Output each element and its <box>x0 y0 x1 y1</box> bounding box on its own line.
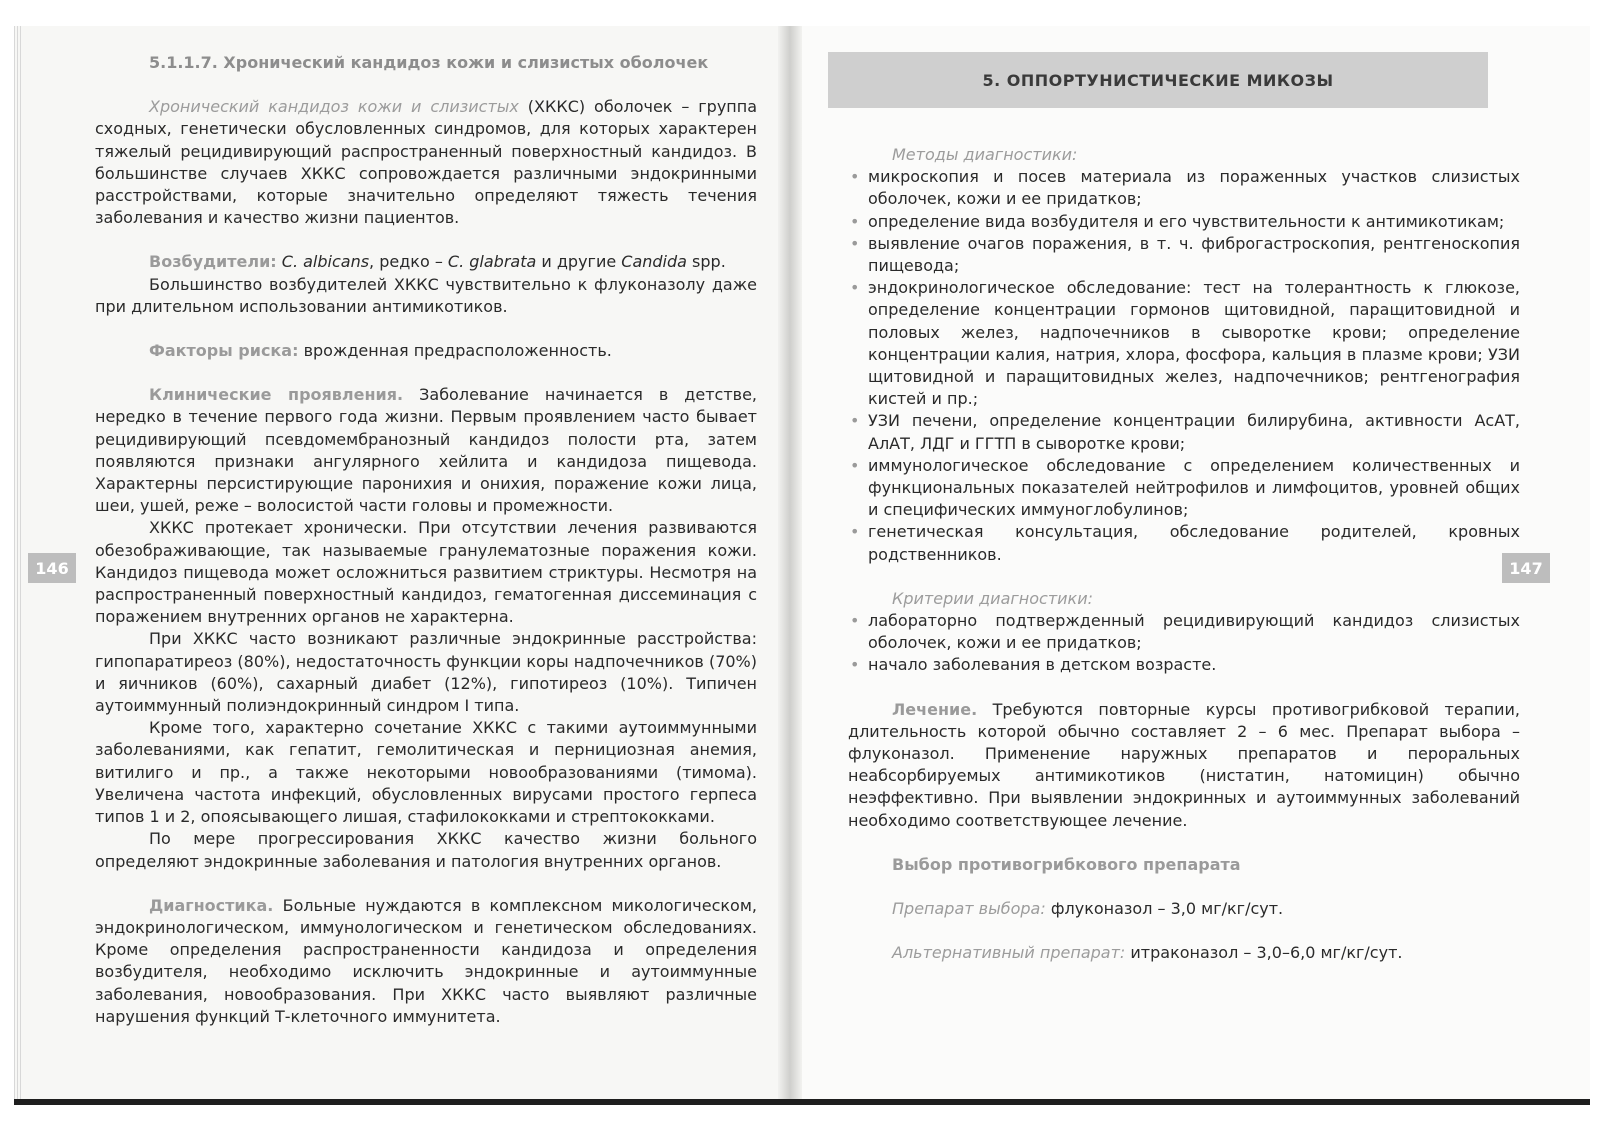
agents-paragraph: Большинство возбудителей ХККС чувствительно к флуконазолу даже при длительном использовании антимикотиков. <box>95 274 757 316</box>
intro-paragraph <box>95 96 757 229</box>
agents-sep-3: spp. <box>686 252 726 272</box>
agents-line <box>95 251 757 273</box>
progress-paragraph: По мере прогрессирования ХККС качество жизни больного определяют эндокринные заболевания и патология внутренних органов. <box>95 829 757 871</box>
agents-sep-1: , редко – <box>369 252 448 272</box>
treatment-label: Лечение. <box>892 699 978 719</box>
risk-text: врожденная предрасположенность. <box>298 341 612 361</box>
diagnostics-label: Диагностика. <box>149 895 274 915</box>
course-paragraph: ХККС протекает хронически. При отсутствии лечения развиваются обезображивающие, так называемые гранулематозные поражения кожи. Кандидоз пищевода может осложниться развитием стриктуры. Несмотря на распространенный поверхностный кандидоз, гематогенная диссеминация с поражением внутренних органов не характерна. <box>95 518 757 627</box>
agents-sep-2: и другие <box>536 252 622 272</box>
criteria-list <box>848 610 1520 677</box>
diagnostics-paragraph <box>95 895 757 1028</box>
left-page-body <box>95 52 757 1028</box>
drug-alternative-text: итраконазол – 3,0–6,0 мг/кг/сут. <box>1125 943 1403 963</box>
book-bottom-edge <box>14 1099 1590 1105</box>
risk-label: Факторы риска: <box>149 341 299 361</box>
list-item: • иммунологическое обследование с определением количественных и функциональных показателей нейтрофилов и лимфоцитов, уровней общих и специфических иммуноглобулинов; <box>848 455 1520 522</box>
clinic-text: Заболевание начинается в детстве, нередко в течение первого года жизни. Первым проявлением часто бывает рецидивирующий псевдомембранозный кандидоз полости рта, затем появляются признаки ангулярного хейлита и кандидоза пищевода. Характерны персистирующие паронихия и онихия, поражение кожи лица, шеи, ушей, реже – волосистой части головы и промежности. <box>95 385 758 516</box>
list-item: • выявление очагов поражения, в т. ч. фиброгастроскопия, рентгеноскопия пищевода; <box>848 233 1520 277</box>
drug-choice-heading: Выбор противогрибкового препарата <box>892 854 1241 874</box>
clinic-label: Клинические проявления. <box>149 385 404 405</box>
endocrine-paragraph: При ХККС часто возникают различные эндокринные расстройства: гипопаратиреоз (80%), недостаточность функции коры надпочечников (70%) и яичников (60%), сахарный диабет (12%), гипотиреоз (10%). Типичен аутоиммунный полиэндокринный синдром I типа. <box>95 629 757 716</box>
list-item: • лабораторно подтвержденный рецидивирующий кандидоз слизистых оболочек, кожи и ее придатков; <box>848 610 1520 654</box>
agents-species-3: Candida <box>621 252 687 272</box>
autoimmune-paragraph: Кроме того, характерно сочетание ХККС с такими аутоиммунными заболеваниями, как гепатит, гемолитическая и пернициозная анемия, витилиго и пр., а также некоторыми новообразованиями (тимома). Увеличена частота инфекций, обусловленных вирусами простого герпеса типов 1 и 2, опоясывающего лишая, стафилококками и стрептококками. <box>95 718 757 827</box>
drug-primary <box>892 898 1520 920</box>
page-number-right: 147 <box>1502 553 1550 583</box>
drug-primary-text: флуконазол – 3,0 мг/кг/сут. <box>1045 899 1284 919</box>
list-item: • определение вида возбудителя и его чувствительности к антимикотикам; <box>848 211 1520 233</box>
diagnostics-text: Больные нуждаются в комплексном микологическом, эндокринологическом, иммунологическом и генетическом обследованиях. Кроме определения распространенности кандидоза и определения возбудителя, необходимо исключить эндокринные и аутоиммунные заболевания, новообразования. При ХККС часто выявляют различные нарушения функций Т-клеточного иммунитета. <box>95 895 757 1026</box>
risk-paragraph <box>95 340 757 362</box>
intro-lead: Хронический кандидоз кожи и слизистых <box>149 97 519 117</box>
list-item: • начало заболевания в детском возрасте. <box>848 654 1520 676</box>
intro-text: (ХККС) оболочек – группа сходных, генетически обусловленных синдромов, для которых характерен тяжелый рецидивирующий распространенный поверхностный кандидоз. В большинстве случаев ХККС сопровождается различными эндокринными расстройствами, которые значительно определяют тяжесть течения заболевания и качество жизни пациентов. <box>95 97 758 228</box>
agents-species-2: C. glabrata <box>447 252 537 272</box>
clinic-paragraph <box>95 384 757 517</box>
drug-primary-label: Препарат выбора: <box>892 899 1046 919</box>
list-item: • генетическая консультация, обследование родителей, кровных родственников. <box>848 521 1520 565</box>
methods-list <box>848 166 1520 566</box>
drug-alternative <box>892 942 1520 964</box>
left-page <box>14 26 793 1101</box>
page-number-left: 146 <box>28 553 76 583</box>
list-item: • микроскопия и посев материала из пораженных участков слизистых оболочек, кожи и ее придатков; <box>848 166 1520 210</box>
drug-alternative-label: Альтернативный препарат: <box>892 943 1126 963</box>
page-edges <box>14 26 22 1101</box>
list-item: • эндокринологическое обследование: тест на толерантность к глюкозе, определение концентрации гормонов щитовидной, паращитовидной и половых желез, надпочечников в сыворотке крови; определение концентрации калия, натрия, хлора, фосфора, кальция в плазме крови; УЗИ щитовидной и паращитовидных желез, надпочечников; рентгенография кистей и пр.; <box>848 277 1520 410</box>
treatment-paragraph <box>848 699 1520 832</box>
treatment-text: Требуются повторные курсы противогрибковой терапии, длительность которой обычно составляет 2 – 6 мес. Препарат выбора – флуконазол. Применение наружных препаратов и пероральных неабсорбируемых антимикотиков (нистатин, натомицин) обычно неэффективно. При выявлении эндокринных и аутоиммунных заболеваний необходимо соответствующее лечение. <box>848 699 1520 830</box>
section-title: 5.1.1.7. Хронический кандидоз кожи и слизистых оболочек <box>149 53 709 72</box>
methods-label: Методы диагностики: <box>892 145 1078 164</box>
right-page-body <box>848 144 1520 965</box>
chapter-banner: 5. ОППОРТУНИСТИЧЕСКИЕ МИКОЗЫ <box>828 52 1488 108</box>
book-gutter <box>778 26 802 1101</box>
list-item: • УЗИ печени, определение концентрации билирубина, активности АсАТ, АлАТ, ЛДГ и ГГТП в сыворотке крови; <box>848 410 1520 454</box>
agents-label: Возбудители: <box>149 252 277 272</box>
right-page <box>790 26 1590 1101</box>
criteria-label: Критерии диагностики: <box>892 588 1094 608</box>
agents-species-1: C. albicans <box>281 252 370 272</box>
